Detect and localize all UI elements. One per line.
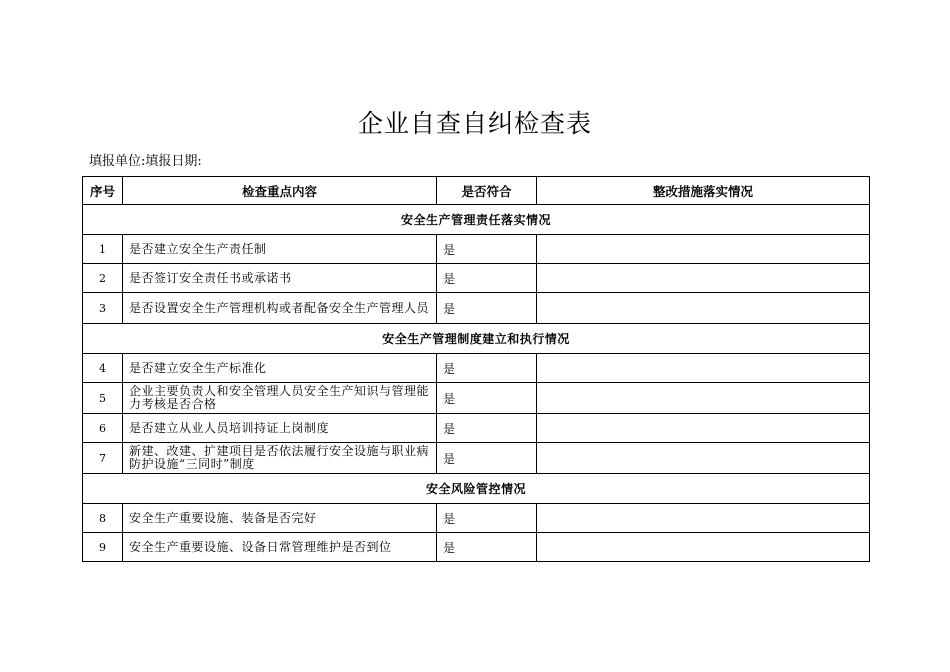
row-item: 新建、改建、扩建项目是否依法履行安全设施与职业病防护设施“三同时”制度: [123, 443, 437, 474]
fill-info: 填报单位:填报日期:: [89, 154, 202, 169]
row-rectification[interactable]: [537, 354, 870, 383]
table-row: [83, 293, 870, 324]
table-row: [83, 504, 870, 533]
row-no: 3: [83, 293, 123, 324]
row-compliant: 是: [437, 383, 537, 414]
row-item: 是否建立安全生产标准化: [123, 354, 437, 383]
inspection-table: [82, 176, 870, 562]
row-rectification[interactable]: [537, 235, 870, 264]
row-rectification[interactable]: [537, 383, 870, 414]
row-compliant: 是: [437, 354, 537, 383]
row-item: 安全生产重要设施、设备日常管理维护是否到位: [123, 533, 437, 562]
table-row: [83, 383, 870, 414]
row-compliant: 是: [437, 443, 537, 474]
row-rectification[interactable]: [537, 293, 870, 324]
row-rectification[interactable]: [537, 504, 870, 533]
header-no: 序号: [83, 177, 123, 205]
table-row: [83, 235, 870, 264]
table-row: [83, 354, 870, 383]
row-item: 是否设置安全生产管理机构或者配备安全生产管理人员: [123, 293, 437, 324]
table-row: [83, 264, 870, 293]
header-rectification: 整改措施落实情况: [537, 177, 870, 205]
page-title: 企业自查自纠检查表: [357, 109, 592, 138]
table-row: [83, 414, 870, 443]
row-no: 1: [83, 235, 123, 264]
row-no: 4: [83, 354, 123, 383]
section-row: [83, 474, 870, 504]
header-content: 检查重点内容: [123, 177, 437, 205]
row-rectification[interactable]: [537, 414, 870, 443]
row-compliant: 是: [437, 504, 537, 533]
row-rectification[interactable]: [537, 443, 870, 474]
row-item: 是否签订安全责任书或承诺书: [123, 264, 437, 293]
header-compliant: 是否符合: [437, 177, 537, 205]
section-title: 安全生产管理制度建立和执行情况: [83, 324, 870, 354]
row-no: 6: [83, 414, 123, 443]
row-compliant: 是: [437, 264, 537, 293]
row-compliant: 是: [437, 414, 537, 443]
row-item: 是否建立从业人员培训持证上岗制度: [123, 414, 437, 443]
row-no: 7: [83, 443, 123, 474]
table-row: [83, 533, 870, 562]
row-rectification[interactable]: [537, 533, 870, 562]
table-header-row: [83, 177, 870, 205]
section-row: [83, 324, 870, 354]
row-compliant: 是: [437, 235, 537, 264]
section-row: [83, 205, 870, 235]
row-no: 5: [83, 383, 123, 414]
row-item: 企业主要负责人和安全管理人员安全生产知识与管理能力考核是否合格: [123, 383, 437, 414]
row-no: 2: [83, 264, 123, 293]
row-compliant: 是: [437, 533, 537, 562]
row-item: 安全生产重要设施、装备是否完好: [123, 504, 437, 533]
row-no: 8: [83, 504, 123, 533]
table-row: [83, 443, 870, 474]
section-title: 安全风险管控情况: [83, 474, 870, 504]
row-no: 9: [83, 533, 123, 562]
row-compliant: 是: [437, 293, 537, 324]
section-title: 安全生产管理责任落实情况: [83, 205, 870, 235]
row-item: 是否建立安全生产责任制: [123, 235, 437, 264]
row-rectification[interactable]: [537, 264, 870, 293]
